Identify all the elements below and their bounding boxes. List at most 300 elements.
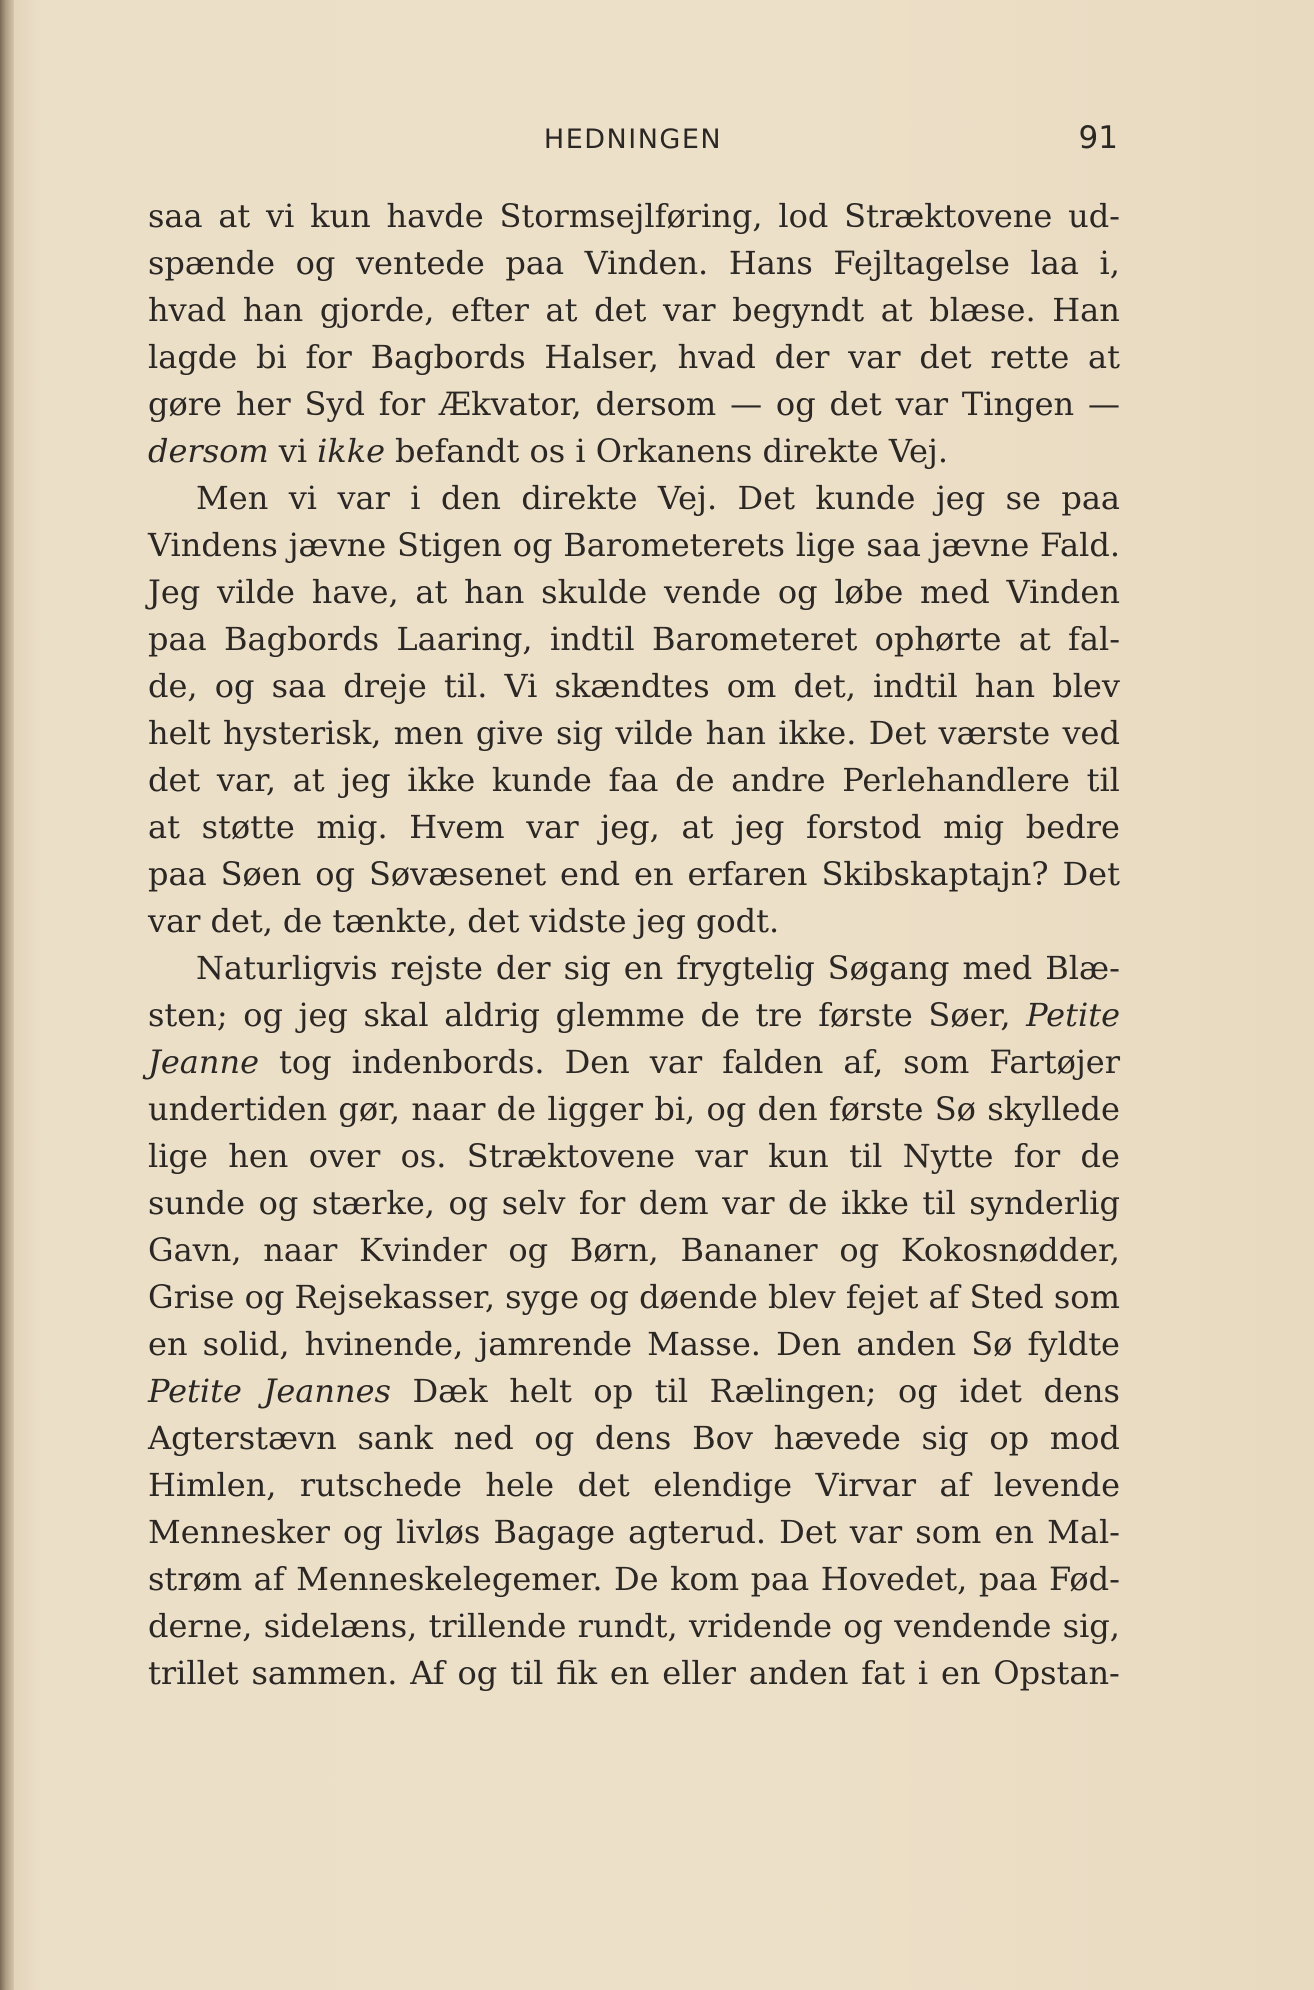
word: dem (638, 1184, 709, 1222)
word: faa (608, 761, 659, 799)
word: saa (148, 197, 203, 235)
word: de (282, 902, 323, 940)
word: og (258, 1184, 299, 1222)
word: laa (1030, 244, 1079, 282)
text-line (148, 479, 1120, 526)
word: vilde (217, 573, 295, 611)
word: vidste (529, 902, 627, 940)
word: det (919, 338, 972, 376)
text-line (148, 902, 1120, 949)
text-line (148, 667, 1120, 714)
text-line (148, 1466, 1120, 1513)
word: at (1018, 620, 1051, 658)
word: Hvem (409, 808, 505, 846)
word: jeg (341, 761, 391, 799)
word: blæse. (929, 291, 1036, 329)
word: Sø (934, 1090, 976, 1128)
word: indenbords. (351, 1043, 545, 1081)
word: skal (363, 996, 429, 1034)
word: løbe (834, 573, 904, 611)
word: Opstan- (993, 1654, 1120, 1692)
word: kunde (815, 479, 916, 517)
word: jævne (931, 526, 1030, 564)
word: at (148, 808, 180, 846)
text-line (148, 1560, 1120, 1607)
word: var (649, 1043, 703, 1081)
word: Vej. (657, 479, 718, 517)
word: blev (1052, 667, 1120, 705)
word: var (526, 808, 579, 846)
text-line (148, 1043, 1120, 1090)
word: ventede (355, 244, 485, 282)
word: til (654, 1372, 689, 1410)
word: for (578, 1184, 626, 1222)
word: Halser, (544, 338, 659, 376)
word: Stormsejlføring, (499, 197, 763, 235)
word: tænkte, (332, 902, 458, 940)
word: paa (148, 620, 207, 658)
word: indtil (549, 620, 635, 658)
word: fyldte (1027, 1325, 1120, 1363)
word: hvinende, (304, 1325, 464, 1363)
word: ligger (547, 1090, 644, 1128)
word: det (594, 291, 647, 329)
word: derne, (148, 1607, 253, 1645)
word: sig, (1062, 1607, 1120, 1645)
word: om (726, 667, 777, 705)
word: med (962, 949, 1033, 987)
word: Virvar (815, 1466, 917, 1504)
word: det, (793, 667, 856, 705)
word: det, (210, 902, 273, 940)
word: Hovedet, (820, 1560, 968, 1598)
word: og (315, 855, 356, 893)
word: bi, (654, 1090, 696, 1128)
word: Barometeret (651, 620, 858, 658)
word: og (244, 1278, 285, 1316)
word: og (839, 1231, 880, 1269)
word: Grise (148, 1278, 235, 1316)
text-segment: befandt os i Orkanens direkte Vej. (395, 432, 949, 470)
word: stærke, (311, 1184, 435, 1222)
word: og (343, 1513, 383, 1551)
word: en (940, 1654, 981, 1692)
word: at (545, 291, 578, 329)
word: en (623, 949, 664, 987)
word: paa (148, 855, 207, 893)
word: vridende (688, 1607, 833, 1645)
text-line (148, 1513, 1120, 1560)
word: Han (1052, 291, 1120, 329)
word: paa (1061, 479, 1120, 517)
word: og (457, 1654, 498, 1692)
word: var (849, 1513, 903, 1551)
word: af (939, 1466, 971, 1504)
word: og (508, 1231, 549, 1269)
word: Sted (969, 1278, 1044, 1316)
word: gør, (338, 1090, 401, 1128)
word: rutschede (299, 1466, 462, 1504)
word: med (920, 573, 990, 611)
word: Rælingen; (709, 1372, 877, 1410)
word: saa (866, 526, 921, 564)
word: de (496, 1090, 537, 1128)
word: ophørte (874, 620, 1002, 658)
word: var (848, 338, 901, 376)
word: skyllede (987, 1090, 1120, 1128)
word: glemme (555, 996, 685, 1034)
text-line (148, 1325, 1120, 1372)
word: sunde (148, 1184, 246, 1222)
word: værste (938, 714, 1051, 752)
text-line (148, 808, 1120, 855)
word: sidelæns, (263, 1607, 418, 1645)
page-header (148, 120, 1118, 160)
text-line (148, 244, 1120, 291)
word: vilde (615, 714, 694, 752)
word: dreje (343, 667, 427, 705)
word: for (378, 385, 426, 423)
word: Af (410, 1654, 445, 1692)
word: i, (1099, 244, 1120, 282)
word: som (915, 1513, 982, 1551)
word: Kvinder (359, 1231, 487, 1269)
text-line (148, 432, 1120, 479)
word: og (534, 1419, 575, 1457)
word: sank (357, 1419, 433, 1457)
word: Stigen (396, 526, 502, 564)
word: levende (993, 1466, 1120, 1504)
word: Bov (692, 1419, 753, 1457)
text-line (148, 1090, 1120, 1137)
italic-text: dersom (148, 432, 269, 470)
word: for (1013, 1137, 1061, 1175)
word: hele (485, 1466, 555, 1504)
word: erfaren (687, 855, 808, 893)
word: her (235, 385, 291, 423)
word: det (467, 902, 520, 940)
word: undertiden (148, 1090, 328, 1128)
word: en (634, 855, 674, 893)
word: Petite (148, 1372, 242, 1410)
word: sig (921, 1419, 969, 1457)
word: hysterisk, (222, 714, 382, 752)
word: anden (748, 1654, 849, 1692)
word: han (705, 714, 766, 752)
word: De (614, 1560, 659, 1598)
word: Stræktovene (844, 197, 1053, 235)
word: lige (148, 1137, 208, 1175)
word: døende (639, 1278, 758, 1316)
word: Vinden. (584, 244, 709, 282)
word: Blæ- (1045, 949, 1120, 987)
text-segment: vi (278, 432, 308, 470)
word: forstod (806, 808, 922, 846)
word: Gavn, (148, 1231, 242, 1269)
word: bedre (1025, 808, 1120, 846)
word: og (777, 573, 818, 611)
word: se (1005, 479, 1041, 517)
word: var (663, 291, 716, 329)
word: til. (443, 667, 488, 705)
word: Fejltagelse (833, 244, 1010, 282)
word: have, (311, 573, 399, 611)
word: Børn, (569, 1231, 659, 1269)
word: Men (196, 479, 269, 517)
word: idet (959, 1372, 1022, 1410)
word: Fald. (1039, 526, 1120, 564)
word: i (410, 479, 421, 517)
word: mig (943, 808, 1005, 846)
word: var (695, 1137, 748, 1175)
word: og (589, 1278, 629, 1316)
word: Tingen (961, 385, 1075, 423)
word: mod (1049, 1419, 1120, 1457)
word: agterud. (628, 1513, 767, 1551)
word: fejet (845, 1278, 919, 1316)
word: sig (563, 949, 611, 987)
word: i (917, 1654, 929, 1692)
word: frygtelig (676, 949, 815, 987)
word: Det (779, 1513, 837, 1551)
text-line (148, 526, 1120, 573)
word: en (148, 1325, 188, 1363)
word: Søer, (928, 996, 1011, 1034)
text-line (148, 996, 1120, 1043)
word: at (292, 761, 325, 799)
word: syge (505, 1278, 580, 1316)
word: det (148, 761, 201, 799)
word: mig. (316, 808, 388, 846)
word: gøre (148, 385, 222, 423)
word: var (148, 902, 201, 940)
word: vi (288, 479, 318, 517)
word: som (1053, 1278, 1120, 1316)
word: helt (148, 714, 211, 752)
word: Vinden (1006, 573, 1120, 611)
word: Bagbords (224, 620, 380, 658)
word: saa (271, 667, 327, 705)
word: bi (255, 338, 287, 376)
word: anden (856, 1325, 957, 1363)
word: solid, (202, 1325, 290, 1363)
word: fat (861, 1654, 906, 1692)
word: paa (978, 1560, 1038, 1598)
word: eller (662, 1654, 736, 1692)
word: til (510, 1654, 544, 1692)
word: var, (216, 761, 277, 799)
italic-text: ikke (317, 432, 386, 470)
text-line (148, 1372, 1120, 1419)
word: for (305, 338, 352, 376)
word: synderlig (969, 1184, 1120, 1222)
word: han (464, 573, 525, 611)
word: hvad (677, 338, 756, 376)
word: Agterstævn (148, 1419, 337, 1457)
word: Ækvator, (439, 385, 582, 423)
text-line (148, 385, 1120, 432)
word: Skibskaptajn? (821, 855, 1049, 893)
word: ikke (840, 1184, 909, 1222)
word: spænde (148, 244, 276, 282)
word: Kokosnødder, (900, 1231, 1120, 1269)
word: andre (731, 761, 826, 799)
word: Himlen, (148, 1466, 277, 1504)
word: den (757, 1090, 818, 1128)
word: kom (670, 1560, 740, 1598)
word: var (895, 385, 949, 423)
word: hævede (773, 1419, 901, 1457)
word: kunde (491, 761, 592, 799)
text-line (148, 1278, 1120, 1325)
word: sammen. (251, 1654, 398, 1692)
word: de (1080, 1137, 1120, 1175)
word: aldrig (444, 996, 541, 1034)
word: af, (843, 1043, 884, 1081)
word: Sø (971, 1325, 1013, 1363)
word: af (928, 1278, 960, 1316)
word: begyndt (732, 291, 865, 329)
word: var (337, 479, 390, 517)
word: han (974, 667, 1036, 705)
word: strøm (148, 1560, 243, 1598)
text-line (148, 1419, 1120, 1466)
word: hvad (148, 291, 227, 329)
word: jeg (636, 902, 686, 940)
word: paa (505, 244, 565, 282)
word: dersom (595, 385, 717, 423)
word: Stræktovene (466, 1137, 676, 1175)
text-line (148, 1137, 1120, 1184)
word: Barometerets (563, 526, 785, 564)
text-line (148, 1184, 1120, 1231)
word: de (675, 761, 715, 799)
word: rette (990, 338, 1070, 376)
running-head: HEDNINGEN (543, 124, 723, 155)
text-line (148, 855, 1120, 902)
word: og (898, 1372, 938, 1410)
word: Nytte (902, 1137, 994, 1175)
word: til (922, 1184, 956, 1222)
word: selv (501, 1184, 566, 1222)
word: Mal- (1047, 1513, 1120, 1551)
word: Jeannes (263, 1372, 391, 1410)
word: der (495, 949, 551, 987)
word: Fød- (1048, 1560, 1120, 1598)
word: dens (1043, 1372, 1120, 1410)
word: Perlehandlere (842, 761, 1070, 799)
word: ud- (1068, 197, 1120, 235)
word: helt (509, 1372, 572, 1410)
word: lige (795, 526, 856, 564)
word: Rejsekasser, (294, 1278, 495, 1316)
word: trillende (428, 1607, 567, 1645)
word: jamrende (478, 1325, 633, 1363)
word: og (843, 1607, 884, 1645)
word: skændtes (554, 667, 710, 705)
word: op (989, 1419, 1030, 1457)
word: Hans (728, 244, 813, 282)
word: skulde (541, 573, 648, 611)
word: jeg (735, 808, 785, 846)
word: og (243, 996, 283, 1034)
word: gjorde, (319, 291, 435, 329)
word: Dæk (412, 1372, 488, 1410)
page-number: 91 (1078, 120, 1118, 156)
word: Det (737, 479, 795, 517)
word: Søgang (827, 949, 950, 987)
word: jævne (288, 526, 387, 564)
word: Søvæsenet (368, 855, 547, 893)
word: og (775, 385, 816, 423)
word: lagde (148, 338, 238, 376)
word: rejste (390, 949, 483, 987)
word: Det (868, 714, 927, 752)
word: Naturligvis (196, 949, 378, 987)
word: en (994, 1513, 1034, 1551)
word: jeg, (600, 808, 660, 846)
word: lod (778, 197, 829, 235)
word: — (1087, 385, 1120, 423)
word: den (440, 479, 501, 517)
word: til (849, 1137, 883, 1175)
text-line (148, 949, 1120, 996)
text-line (148, 291, 1120, 338)
word: Bagage (493, 1513, 616, 1551)
word: Fartøjer (989, 1043, 1120, 1081)
word: støtte (201, 808, 295, 846)
word: at (681, 808, 714, 846)
word: til (1086, 761, 1120, 799)
word: og (295, 244, 336, 282)
word: Masse. (647, 1325, 761, 1363)
word: Jeg (148, 573, 201, 611)
word: Mennesker (148, 1513, 330, 1551)
word: men (393, 714, 464, 752)
word: direkte (521, 479, 638, 517)
word: trillet (148, 1654, 239, 1692)
word: vende (664, 573, 762, 611)
word: naar (263, 1231, 338, 1269)
word: Bananer (680, 1231, 818, 1269)
word: Det (1062, 855, 1120, 893)
word: dens (594, 1419, 672, 1457)
word: der (774, 338, 830, 376)
word: at (880, 291, 913, 329)
word: første (818, 996, 913, 1034)
text-line (148, 620, 1120, 667)
word: hen (228, 1137, 289, 1175)
word: at (415, 573, 448, 611)
word: ikke. (778, 714, 857, 752)
word: Vi (504, 667, 538, 705)
word: elendige (653, 1466, 793, 1504)
word: vi (266, 197, 295, 235)
word: blev (767, 1278, 836, 1316)
word: og (448, 1184, 489, 1222)
word: godt. (695, 902, 780, 940)
word: ved (1062, 714, 1120, 752)
word: havde (386, 197, 484, 235)
word: Laaring, (396, 620, 533, 658)
text-line (148, 573, 1120, 620)
word: tog (278, 1043, 332, 1081)
word: fal- (1068, 620, 1120, 658)
text-line (148, 197, 1120, 244)
word: og (706, 1090, 747, 1128)
word: Den (564, 1043, 630, 1081)
word: det (577, 1466, 630, 1504)
